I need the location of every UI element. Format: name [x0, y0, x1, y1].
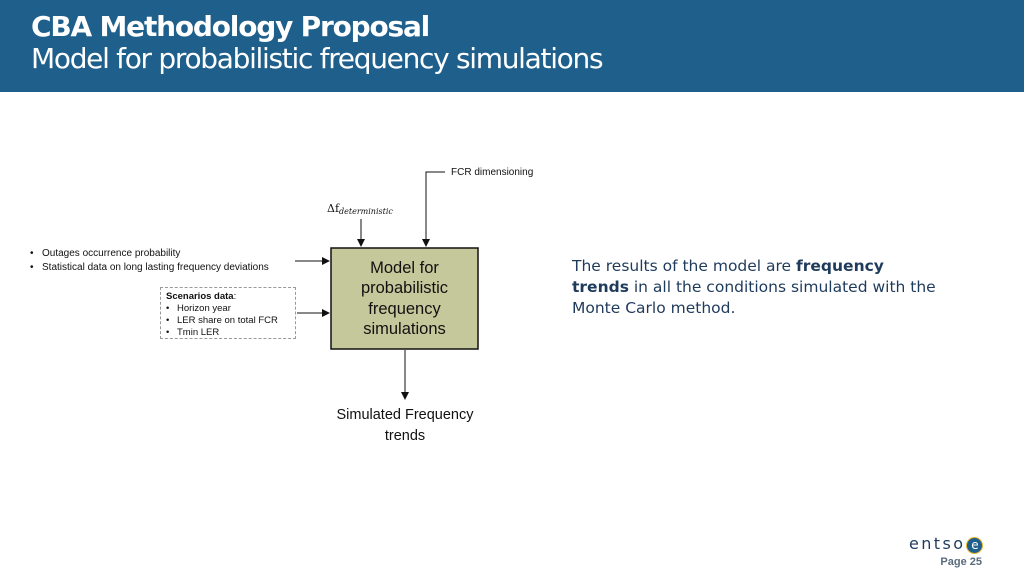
fcr-arrow — [426, 172, 445, 246]
slide-subtitle: Model for probabilistic frequency simulations — [31, 42, 603, 75]
input-item: • Statistical data on long lasting frequency deviations — [30, 261, 269, 275]
delta-f-subscript: deterministic — [339, 207, 393, 216]
delta-f-symbol: Δf — [327, 202, 340, 215]
bold-trends: trends — [572, 278, 629, 296]
scenarios-box — [160, 287, 296, 339]
page-number: Page 25 — [940, 556, 982, 568]
fcr-dimensioning-label: FCR dimensioning — [451, 167, 534, 178]
results-text: The results of the model are frequency trends in all the conditions simulated with the Monte Carlo method. — [572, 257, 936, 317]
model-box-label: Model for probabilistic frequency simulations — [360, 258, 449, 338]
scenario-item: • Horizon year — [166, 303, 290, 315]
slide-title: CBA Methodology Proposal — [31, 10, 430, 43]
inputs-list — [30, 247, 269, 275]
scenarios-heading: Scenarios data: — [166, 291, 237, 302]
scenario-item: • LER share on total FCR — [166, 315, 290, 327]
scenario-item: • Tmin LER — [166, 327, 290, 339]
input-item: • Outages occurrence probability — [30, 247, 269, 261]
bold-frequency: frequency — [796, 257, 884, 275]
output-label: Simulated Frequency trends — [336, 407, 474, 444]
entsoe-logo: entso e — [909, 534, 983, 554]
delta-f-label — [327, 202, 393, 216]
